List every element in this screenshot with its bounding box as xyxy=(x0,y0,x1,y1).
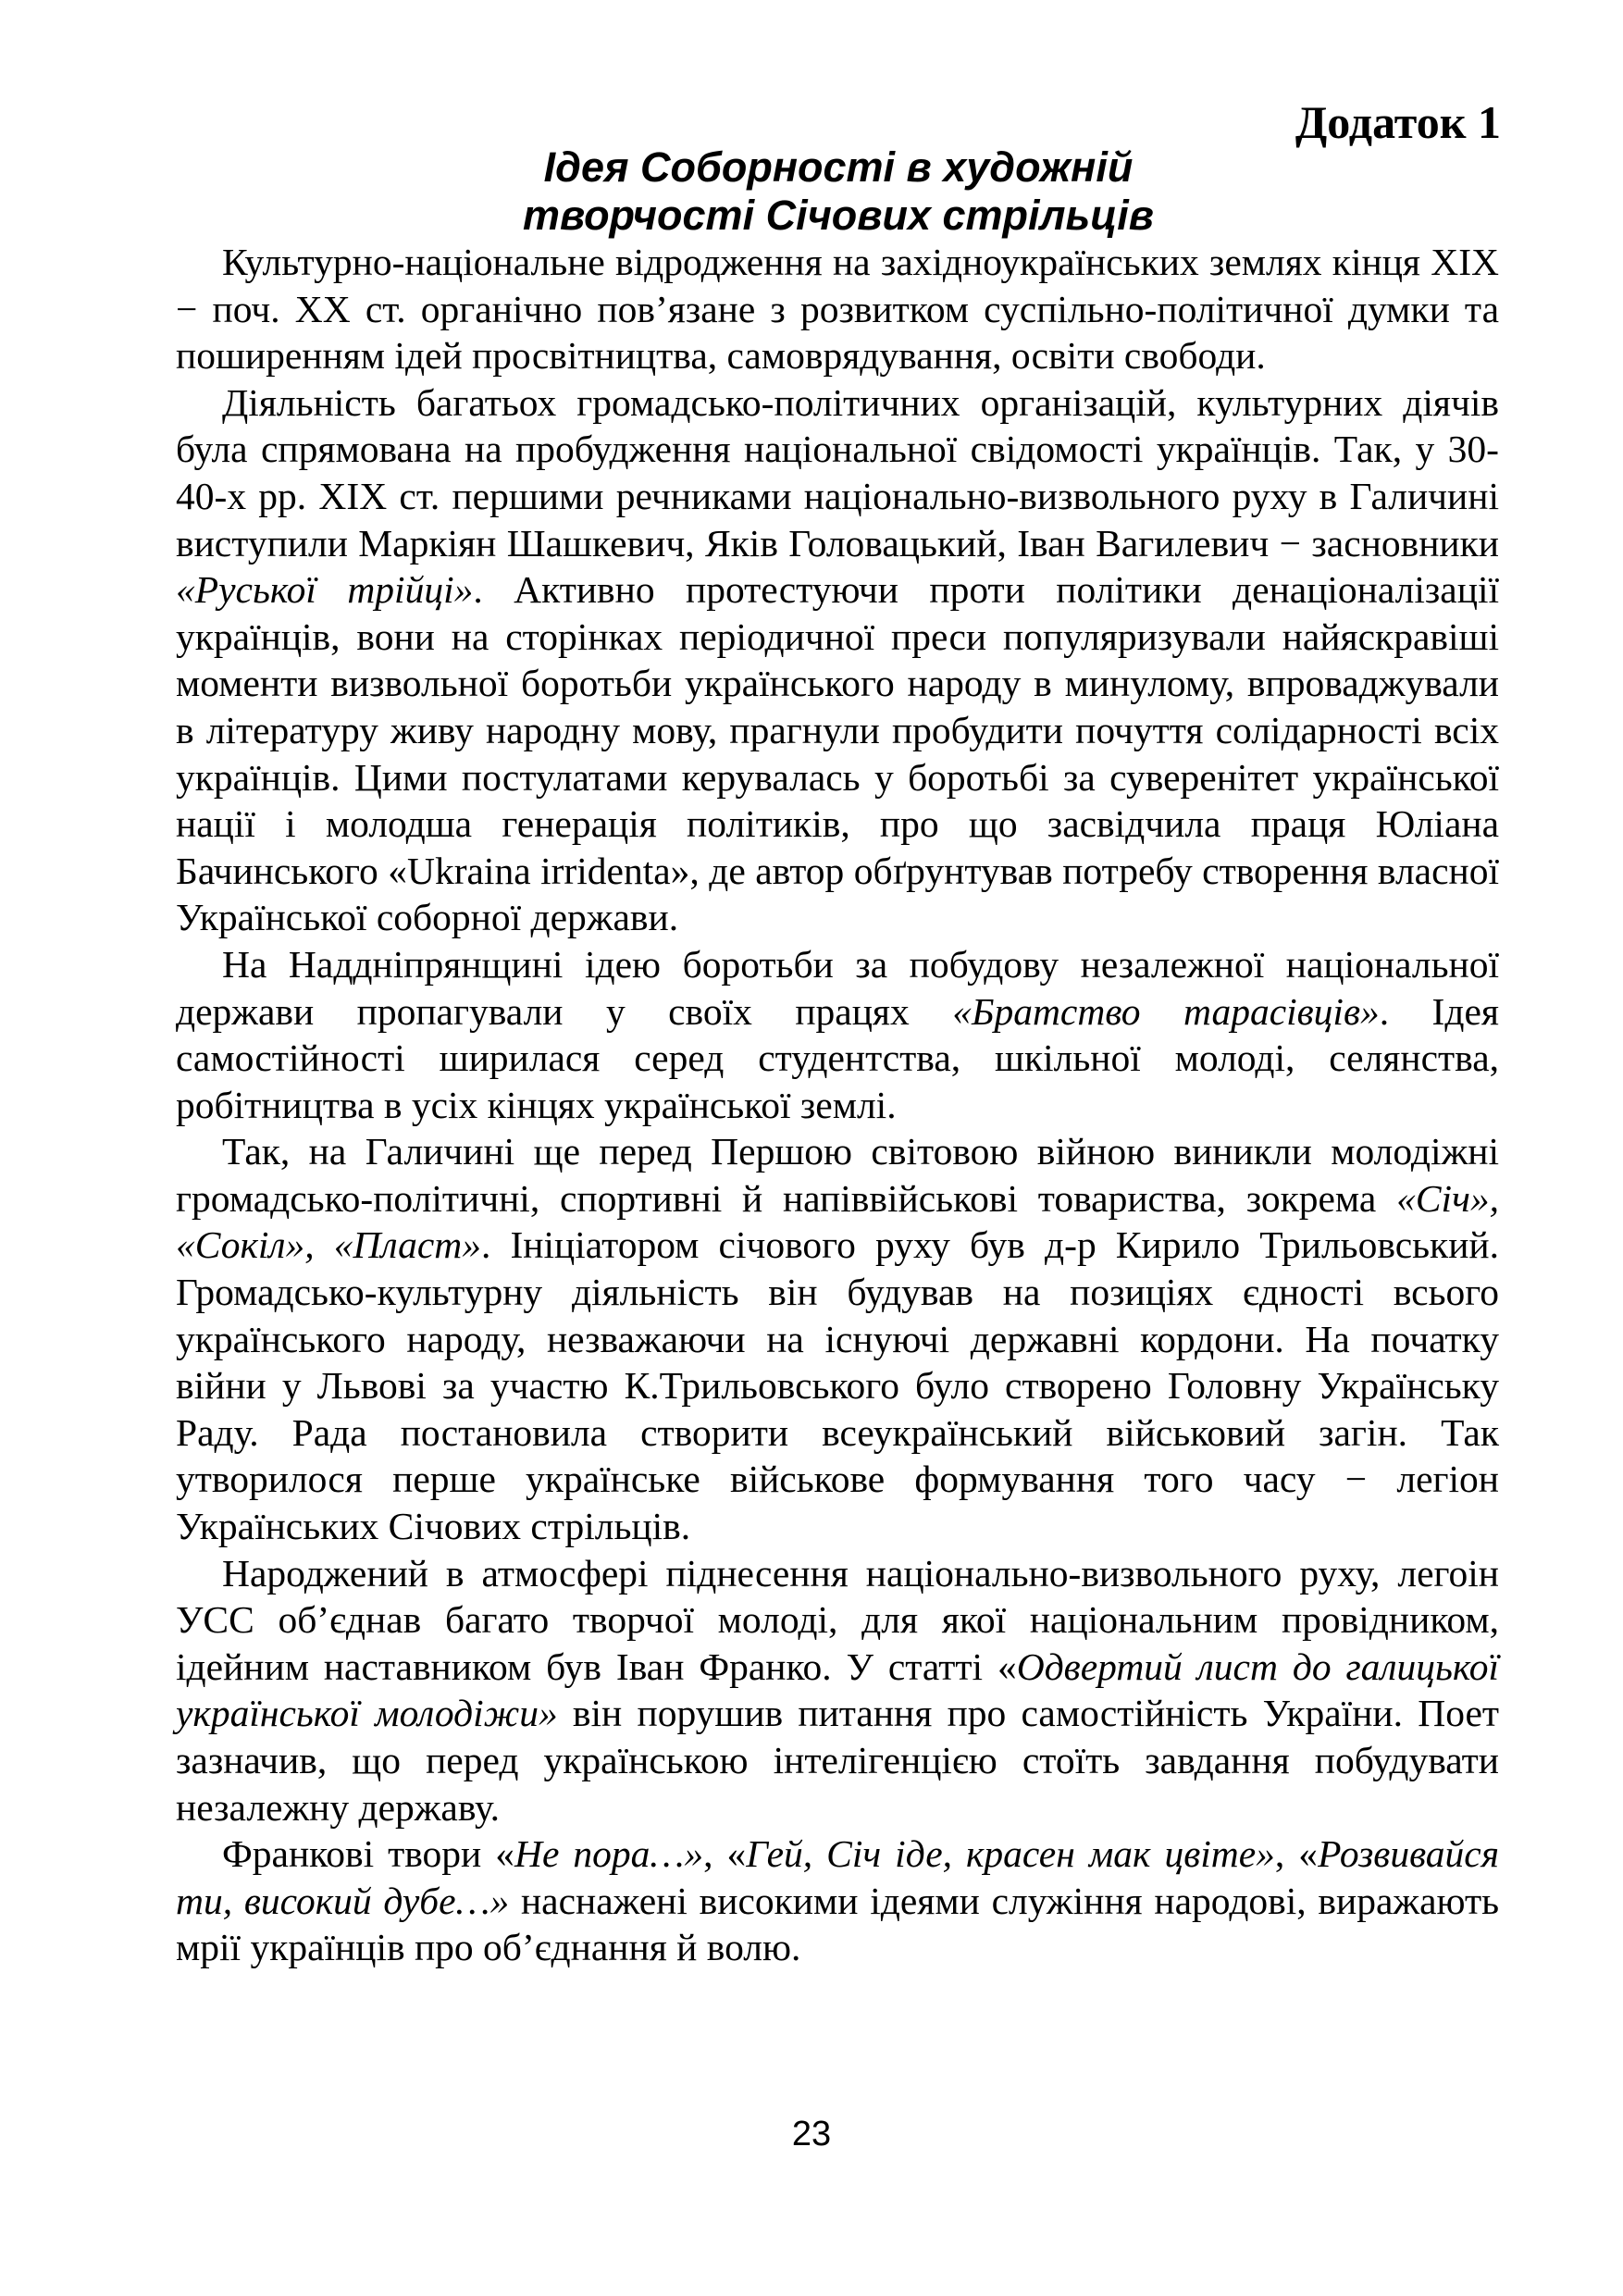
paragraph-text: Культурно-національне відродження на західноукраїнських землях кінця XIX − поч. XX ст. органічно пов’язане з розвитком суспільно-політичної думки та поширенням ідей просвітництва, самоврядування, освіти свободи. xyxy=(176,241,1499,378)
paragraph-6 xyxy=(176,1831,1499,1971)
paragraph-5 xyxy=(176,1550,1499,1831)
paragraph-text: Так, на Галичині ще перед Першою світовою війною виникли молодіжні громадсько-політичні, спортивні й напіввійськові товариства, зокрема xyxy=(176,1130,1499,1220)
paragraph-text: Франкові твори « xyxy=(222,1832,515,1876)
paragraph-text: він порушив питання про самостійність України. Поет зазначив, що перед українською інтелігенцією стоїть завдання побудувати незалежну державу. xyxy=(176,1692,1500,1829)
appendix-label: Додаток 1 xyxy=(1295,96,1501,148)
emphasis-text: «Руської трійці» xyxy=(176,568,474,612)
paragraph-2 xyxy=(176,379,1499,941)
paragraph-1 xyxy=(176,239,1499,379)
paragraph-text: На Наддніпрянщині ідею боротьби за побудову незалежної національної держави пропагували у своїх працях xyxy=(176,942,1499,1033)
paragraph-text: Народжений в атмосфері піднесення національно-визвольного руху, легоін УСС об’єднав багато творчої молоді, для якої національним провідником, ідейним наставником був Іван Франко. У статті « xyxy=(176,1551,1499,1688)
emphasis-text: Гей, Січ іде, красен мак цвіте» xyxy=(746,1832,1275,1876)
paragraph-text: наснажені високими ідеями служіння народові, виражають мрії українців про об’єднання й волю. xyxy=(176,1879,1500,1969)
paragraph-text: . Ідея самостійності ширилася серед студентства, шкільної молоді, селянства, робітництва в усіх кінцях української землі. xyxy=(176,989,1500,1126)
emphasis-text: Розвивайся ти, високий дубе…» xyxy=(176,1832,1500,1922)
emphasis-text: «Січ», «Сокіл», «Пласт» xyxy=(176,1176,1499,1267)
paragraph-text: . Активно протестуючи проти політики денаціоналізації українців, вони на сторінках періодичної преси популяризували найяскравіші моменти визвольної боротьби українського народу в минулому, впроваджували в літературу живу народну мову, прагнули пробудити почуття солідарності всіх українців. Цими постулатами керувалась у боротьбі за суверенітет української нації і молодша генерація політиків, про що засвідчила праця Юліана Бачинського «Ukraina irridenta», де автор обґрунтував потребу створення власної Української соборної держави. xyxy=(176,568,1500,939)
paragraph-text: , « xyxy=(1274,1832,1319,1876)
emphasis-text: Одвертий лист до галицької української молодіжи» xyxy=(176,1644,1499,1735)
title-line-1: Ідея Соборності в художній xyxy=(543,143,1134,191)
page-number: 23 xyxy=(791,2115,832,2153)
paragraph-3 xyxy=(176,941,1499,1128)
paragraph-text: Діяльність багатьох громадсько-політичних організацій, культурних діячів була спрямована на пробудження національної свідомості українців. Так, у 30-40-х рр. XIX ст. першими речниками національно-визвольного руху в Галичині виступили Маркіян Шашкевич, Яків Головацький, Іван Вагилевич − засновники xyxy=(176,380,1499,565)
title-line-2: творчості Січових стрільців xyxy=(523,192,1154,239)
paragraph-text: , « xyxy=(703,1832,747,1876)
paragraph-text: . Ініціатором січового руху був д-р Кирило Трильовський. Громадсько-культурну діяльність він будував на позиціях єдності всього українського народу, незважаючи на існуючі державні кордони. На початку війни у Львові за участю К.Трильовського було створено Головну Українську Раду. Рада постановила створити всеукраїнський військовий загін. Так утворилося перше українське військове формування того часу − легіон Українських Січових стрільців. xyxy=(176,1223,1499,1548)
emphasis-text: «Братство тарасівців» xyxy=(952,989,1380,1033)
emphasis-text: Не пора…» xyxy=(514,1832,704,1876)
page-title xyxy=(176,143,1501,240)
paragraph-4 xyxy=(176,1128,1499,1549)
body-text xyxy=(176,239,1499,1971)
